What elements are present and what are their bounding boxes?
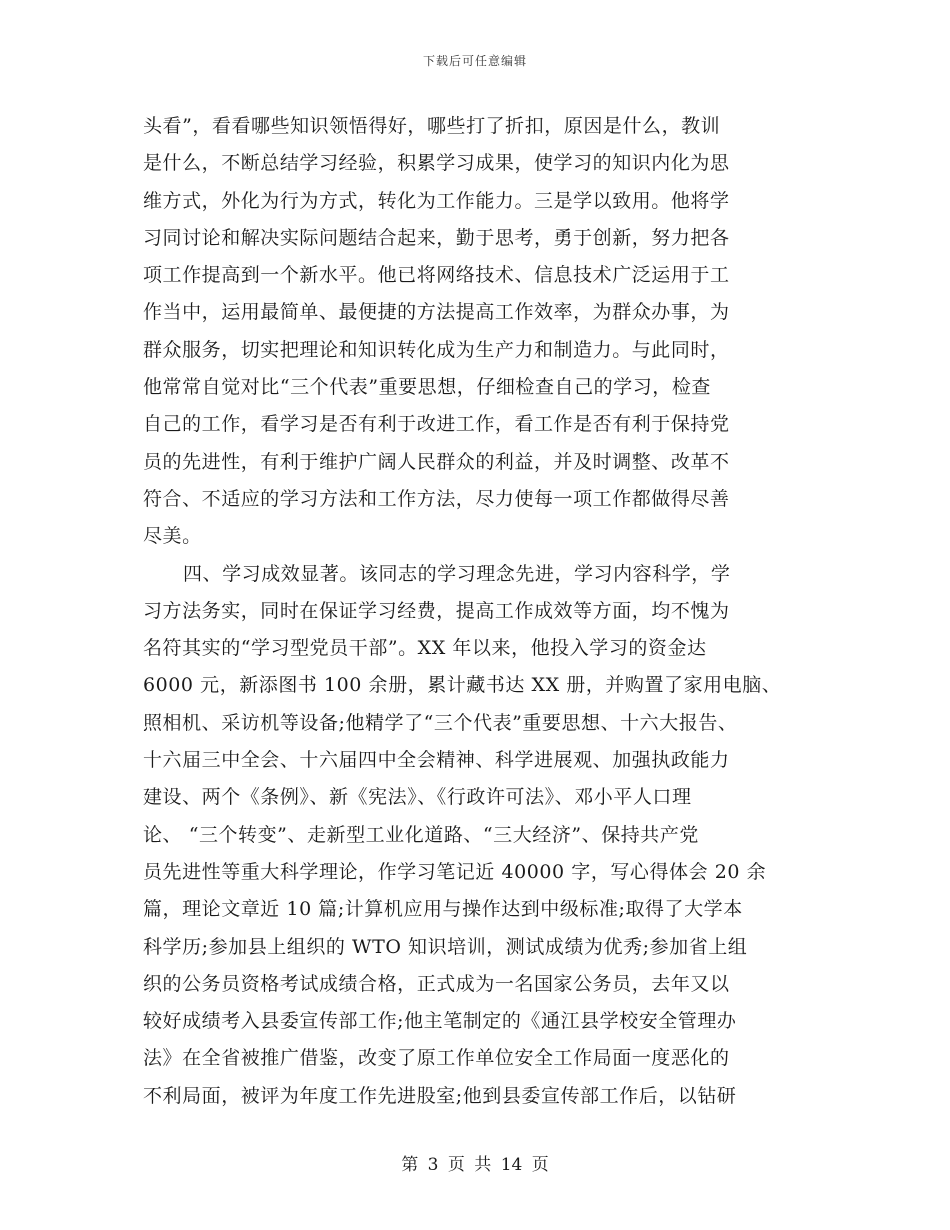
text-line: 十六届三中全会、十六届四中全会精神、科学进展观、加强执政能力 [143, 749, 730, 772]
document-body [143, 108, 823, 1115]
text-line: 建设、两个《条例》、新《宪法》、《行政许可法》、邓小平人口理 [143, 786, 692, 809]
text-line: 头看”，看看哪些知识领悟得好，哪些打了折扣，原因是什么，教训 [143, 115, 721, 137]
text-line: 不利局面，被评为年度工作先进股室;他到县委宣传部工作后，以钻研 [143, 1084, 737, 1107]
text-line: 项工作提高到一个新水平。他已将网络技术、信息技术广泛运用于工 [143, 264, 730, 287]
text-line: 是什么，不断总结学习经验，积累学习成果，使学习的知识内化为思 [143, 152, 730, 175]
text-line: 较好成绩考入县委宣传部工作;他主笔制定的《通江县学校安全管理办 [143, 1010, 737, 1033]
text-line: 织的公务员资格考试成绩合格，正式成为一名国家公务员，去年又以 [143, 972, 730, 995]
text-line: 四、学习成效显著。该同志的学习理念先进，学习内容科学，学 [183, 562, 731, 585]
text-line: 论、 “三个转变”、走新型工业化道路、“三大经济”、保持共产党 [143, 823, 699, 846]
text-line: 他常常自觉对比“三个代表”重要思想，仔细检查自己的学习，检查 [143, 376, 711, 399]
text-line: 照相机、采访机等设备;他精学了“三个代表”重要思想、十六大报告、 [143, 711, 738, 734]
text-line: 习同讨论和解决实际问题结合起来，勤于思考，勇于创新，努力把各 [143, 226, 730, 249]
page-header: 下载后可任意编辑 [422, 54, 527, 68]
text-line: 符合、不适应的学习方法和工作方法，尽力使每一项工作都做得尽善 [143, 487, 730, 510]
text-line: 尽美。 [143, 525, 202, 548]
text-line: 科学历;参加县上组织的 WTO 知识培训，测试成绩为优秀;参加省上组 [143, 935, 748, 958]
text-line: 法》在全省被推广借鉴，改变了原工作单位安全工作局面一度恶化的 [143, 1047, 730, 1070]
text-line: 群众服务，切实把理论和知识转化成为生产力和制造力。与此同时， [143, 338, 730, 361]
text-line: 作当中，运用最简单、最便捷的方法提高工作效率，为群众办事，为 [143, 301, 730, 324]
text-line: 名符其实的“学习型党员干部”。XX 年以来，他投入学习的资金达 [143, 637, 707, 660]
text-line: 自己的工作，看学习是否有利于改进工作，看工作是否有利于保持党 [143, 413, 730, 436]
page-number-footer: 第 3 页 共 14 页 [401, 1155, 549, 1175]
text-line: 员先进性等重大科学理论，作学习笔记近 40000 字，写心得体会 20 余 [143, 860, 767, 883]
text-line: 篇，理论文章近 10 篇;计算机应用与操作达到中级标准;取得了大学本 [143, 898, 743, 921]
text-line: 习方法务实，同时在保证学习经费，提高工作成效等方面，均不愧为 [143, 599, 730, 622]
text-line: 员的先进性，有利于维护广阔人民群众的利益，并及时调整、改革不 [143, 450, 730, 473]
text-line: 维方式，外化为行为方式，转化为工作能力。三是学以致用。他将学 [143, 189, 730, 212]
text-line: 6000 元，新添图书 100 余册，累计藏书达 XX 册，并购置了家用电脑、 [143, 674, 782, 697]
